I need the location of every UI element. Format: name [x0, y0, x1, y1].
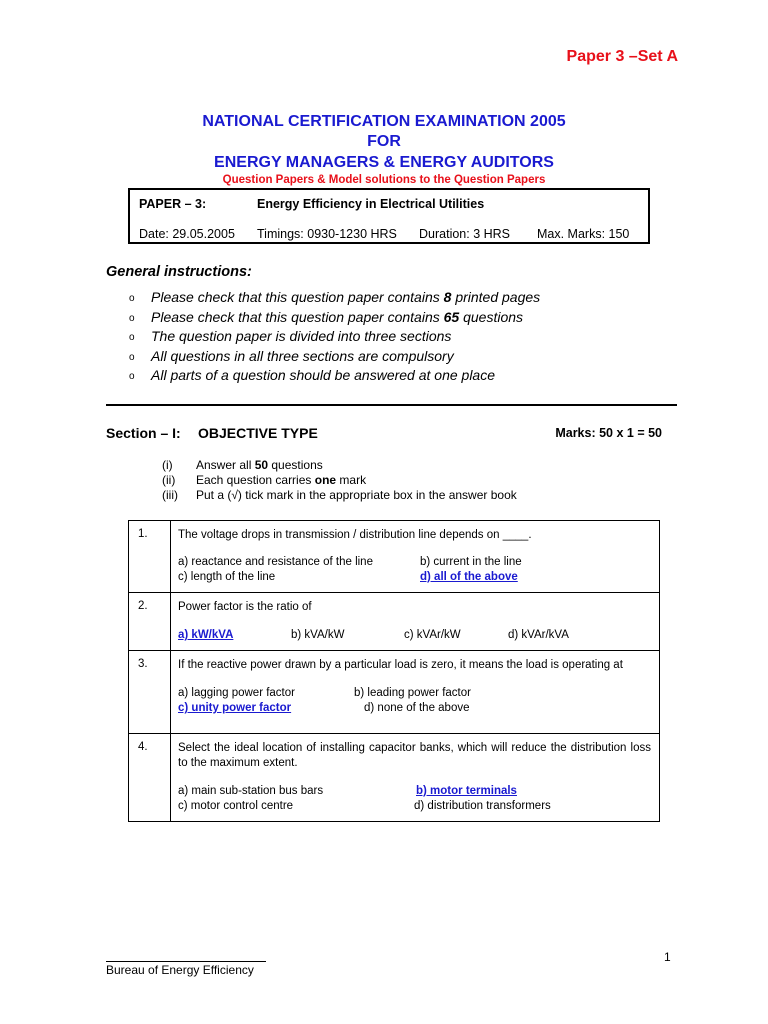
option-b: b) kVA/kW [291, 629, 345, 641]
exam-date: Date: 29.05.2005 [139, 227, 235, 241]
divider [106, 404, 677, 406]
question-cell [171, 651, 660, 734]
option-c-answer: c) unity power factor [178, 702, 292, 714]
paper-name: Energy Efficiency in Electrical Utilities [257, 197, 485, 211]
exam-title-for: FOR [367, 133, 401, 150]
bullet-icon: o [129, 293, 135, 304]
section-marks: Marks: 50 x 1 = 50 [555, 426, 662, 440]
option-b: b) current in the line [420, 556, 522, 568]
exam-max-marks: Max. Marks: 150 [537, 227, 630, 241]
bullet-icon: o [129, 332, 135, 343]
option-c: c) kVAr/kW [404, 629, 461, 641]
question-text: Power factor is the ratio of [178, 601, 312, 613]
footer-org: Bureau of Energy Efficiency [106, 963, 254, 977]
exam-title: NATIONAL CERTIFICATION EXAMINATION 2005 [202, 113, 566, 130]
question-number: 2. [129, 593, 171, 651]
question-text: Select the ideal location of installing capacitor banks, which will reduce the distribution loss to the maximum extent. [178, 742, 651, 769]
bullet-icon: o [129, 351, 135, 363]
paper-info-box [128, 188, 650, 244]
page-number: 1 [664, 950, 671, 964]
option-d-answer: d) all of the above [420, 571, 518, 583]
option-b: b) leading power factor [354, 687, 471, 699]
question-text: The voltage drops in transmission / distribution line depends on ____. [178, 529, 532, 541]
footer-divider [106, 961, 266, 962]
option-d: d) none of the above [364, 702, 470, 714]
question-row [129, 734, 660, 822]
questions-table [128, 520, 660, 822]
option-a: a) main sub-station bus bars [178, 785, 324, 797]
question-text: If the reactive power drawn by a particular load is zero, it means the load is operating at [178, 659, 623, 671]
option-b-answer: b) motor terminals [416, 785, 517, 797]
option-c: c) motor control centre [178, 800, 294, 812]
instructions-heading: General instructions: [106, 264, 252, 280]
option-a: a) lagging power factor [178, 687, 295, 699]
bullet-icon: o [129, 312, 135, 324]
question-row [129, 593, 660, 651]
option-d: d) kVAr/kVA [508, 629, 569, 641]
option-d: d) distribution transformers [414, 800, 551, 812]
option-c: c) length of the line [178, 571, 276, 583]
question-row [129, 651, 660, 734]
question-number: 3. [129, 651, 171, 734]
section-heading [106, 425, 318, 441]
option-a-answer: a) kW/kVA [178, 629, 234, 641]
question-cell [171, 734, 660, 822]
option-a: a) reactance and resistance of the line [178, 556, 373, 568]
paper-set-label: Paper 3 –Set A [566, 48, 678, 65]
exam-duration: Duration: 3 HRS [419, 227, 511, 241]
exam-subtitle: Question Papers & Model solutions to the Question Papers [222, 174, 546, 186]
paper-label: PAPER – 3: [139, 197, 207, 211]
bullet-icon: o [129, 371, 135, 382]
section-label: Section – I: [106, 425, 181, 441]
exam-audience: ENERGY MANAGERS & ENERGY AUDITORS [214, 154, 554, 171]
question-cell [171, 593, 660, 651]
question-number: 1. [129, 521, 171, 593]
section-name: OBJECTIVE TYPE [198, 425, 318, 441]
exam-timings: Timings: 0930-1230 HRS [257, 227, 397, 241]
question-cell [171, 521, 660, 593]
question-row [129, 521, 660, 593]
question-number: 4. [129, 734, 171, 822]
